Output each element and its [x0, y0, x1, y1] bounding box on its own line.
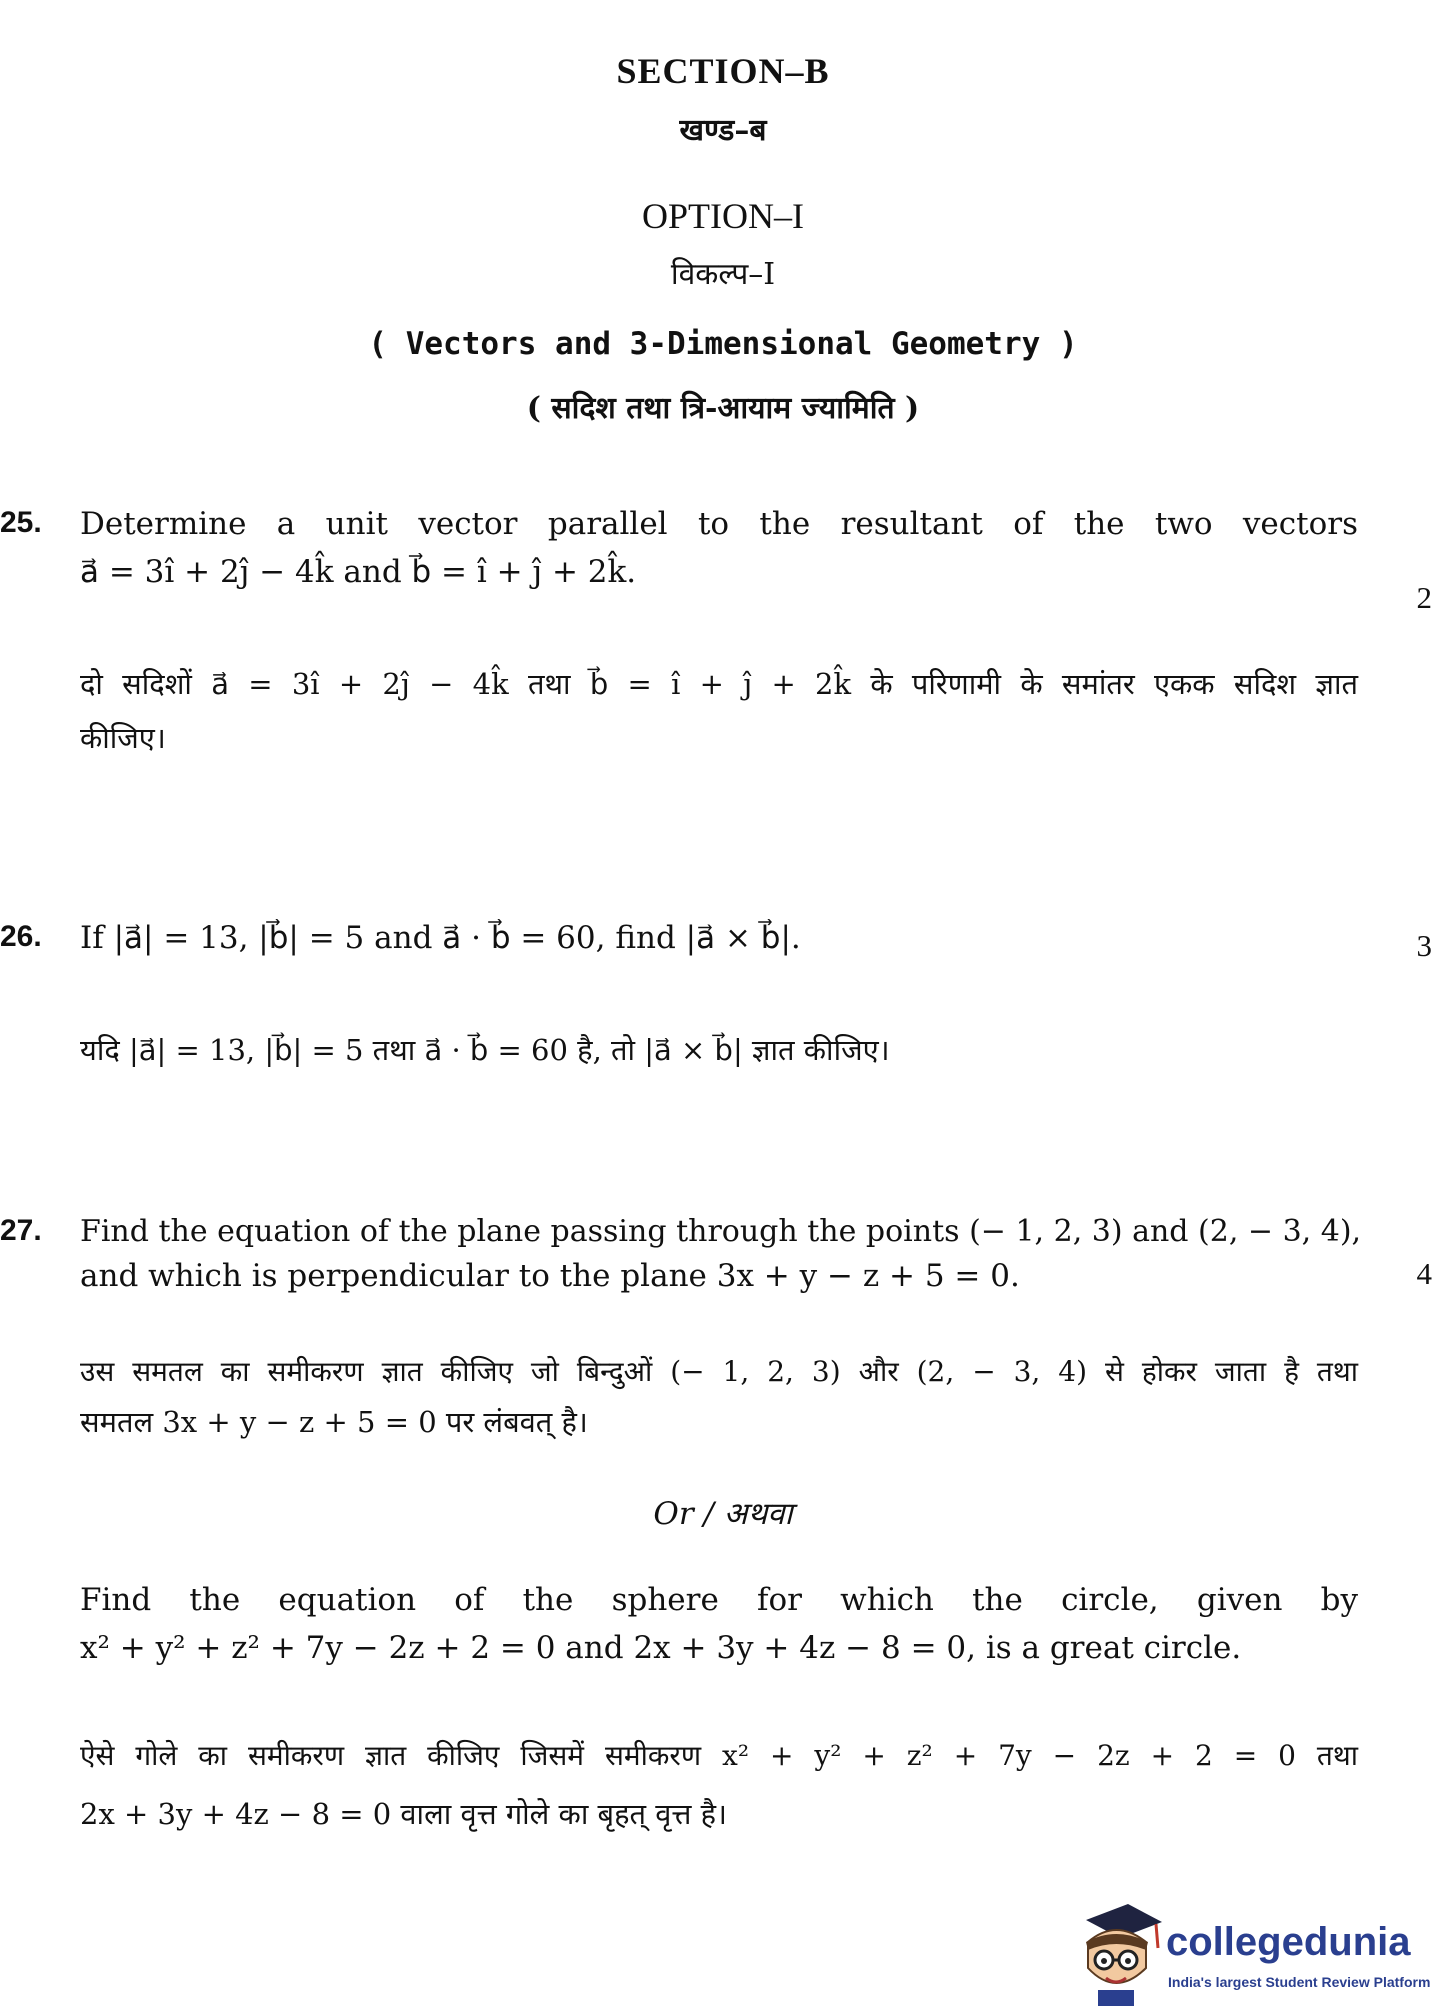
collegedunia-watermark — [1068, 1898, 1440, 2008]
section-title-hindi: खण्ड–ब — [679, 113, 767, 148]
option-title-hindi: विकल्प–I — [670, 257, 776, 292]
question-text-en: Determine a unit vector parallel to the resultant of the two vectors — [80, 506, 1358, 542]
alt-question-text-hi: ऐसे गोले का समीकरण ज्ञात कीजिए जिसमें समीकरण x² + y² + z² + 7y − 2z + 2 = 0 तथा — [80, 1739, 1358, 1772]
question-text-hi: उस समतल का समीकरण ज्ञात कीजिए जो बिन्दुओं (− 1, 2, 3) और (2, − 3, 4) से होकर जाता है तथा — [80, 1355, 1358, 1388]
option-title: OPTION–I — [642, 196, 804, 236]
topic-title-hindi: ( सदिश तथा त्रि-आयाम ज्यामिति ) — [526, 391, 920, 426]
topic-title: ( Vectors and 3-Dimensional Geometry ) — [368, 326, 1078, 362]
question-marks: 4 — [1416, 1256, 1432, 1291]
alt-question-text-en: x² + y² + z² + 7y − 2z + 2 = 0 and 2x + 3y + 4z − 8 = 0, is a great circle. — [80, 1630, 1242, 1666]
question-text-hi: दो सदिशों a⃗ = 3î + 2ĵ − 4k̂ तथा b⃗ = î + ĵ + 2k̂ के परिणामी के समांतर एकक सदिश ज्ञात — [80, 667, 1358, 701]
question-text-en: and which is perpendicular to the plane 3x + y − z + 5 = 0. — [80, 1258, 1020, 1294]
or-separator: Or / अथवा — [653, 1496, 793, 1532]
question-number: 26. — [0, 920, 42, 953]
question-marks: 3 — [1416, 928, 1432, 963]
question-text-en: a⃗ = 3î + 2ĵ − 4k̂ and b⃗ = î + ĵ + 2k̂. — [80, 554, 637, 590]
alt-question-text-hi: 2x + 3y + 4z − 8 = 0 वाला वृत्त गोले का बृहत् वृत्त है। — [80, 1797, 728, 1831]
student-mascot-icon — [1068, 1898, 1164, 2008]
alt-question-text-en: Find the equation of the sphere for which the circle, given by — [80, 1582, 1358, 1618]
question-text-hi: कीजिए। — [80, 721, 166, 755]
question-text-hi: यदि |a⃗| = 13, |b⃗| = 5 तथा a⃗ · b⃗ = 60 है, तो |a⃗ × b⃗| ज्ञात कीजिए। — [80, 1033, 890, 1067]
question-number: 25. — [0, 506, 42, 539]
question-number: 27. — [0, 1214, 42, 1247]
question-text-en: Find the equation of the plane passing through the points (− 1, 2, 3) and (2, − 3, 4), — [80, 1214, 1362, 1249]
question-text-hi: समतल 3x + y − z + 5 = 0 पर लंबवत् है। — [80, 1405, 588, 1439]
brand-tagline: India's largest Student Review Platform — [1168, 1974, 1431, 1990]
brand-name: collegedunia — [1166, 1920, 1411, 1964]
question-text-en: If |a⃗| = 13, |b⃗| = 5 and a⃗ · b⃗ = 60, find |a⃗ × b⃗|. — [80, 920, 801, 956]
question-marks: 2 — [1416, 580, 1432, 615]
section-title: SECTION–B — [616, 51, 830, 91]
